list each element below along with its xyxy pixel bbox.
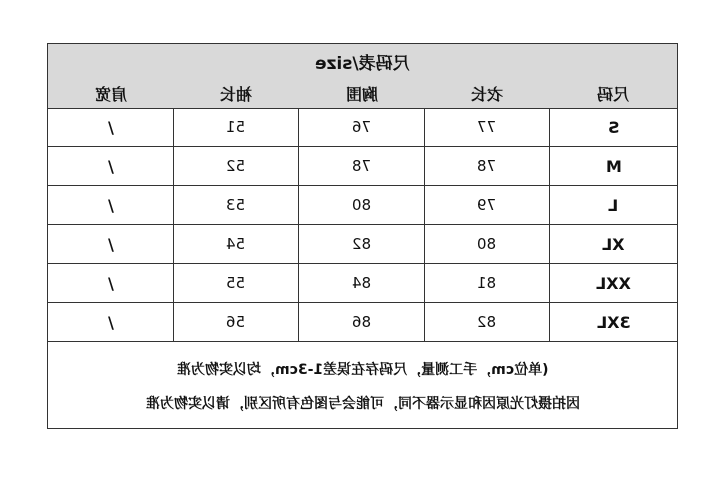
size-chart-title-row xyxy=(48,44,677,78)
table-row xyxy=(48,147,677,186)
header-length: 衣长 xyxy=(471,84,504,104)
note-line-units: (单位cm，手工测量，尺码存在误差1-3cm，均以实物为准 xyxy=(176,361,549,378)
table-row xyxy=(48,303,677,342)
table-cell: 56 xyxy=(174,303,299,341)
table-cell: 53 xyxy=(174,186,299,224)
table-cell: / xyxy=(48,186,174,224)
table-cell: 78 xyxy=(299,147,425,185)
table-cell: 78 xyxy=(425,147,550,185)
header-shoulder: 肩宽 xyxy=(94,84,127,104)
table-cell: 80 xyxy=(299,186,425,224)
table-cell: 82 xyxy=(425,303,550,341)
size-chart-title: 尺码表/size xyxy=(315,53,410,74)
header-sleeve: 袖长 xyxy=(220,84,253,104)
table-cell: / xyxy=(48,108,174,146)
table-cell: 79 xyxy=(425,186,550,224)
table-cell: 51 xyxy=(174,108,299,146)
measurement-notes xyxy=(48,343,677,428)
table-cell: 3XL xyxy=(596,312,631,332)
table-cell: 76 xyxy=(299,108,425,146)
table-header xyxy=(48,78,677,109)
table-cell: / xyxy=(48,303,174,341)
table-cell: XXL xyxy=(596,273,631,293)
table-row xyxy=(48,186,677,225)
table-cell: / xyxy=(48,225,174,263)
table-row xyxy=(48,264,677,303)
size-chart xyxy=(47,43,678,429)
table-row xyxy=(48,225,677,264)
table-cell: 52 xyxy=(174,147,299,185)
table-cell: 82 xyxy=(299,225,425,263)
table-cell: 81 xyxy=(425,264,550,302)
table-body xyxy=(48,108,677,342)
table-cell: XL xyxy=(602,234,625,254)
note-line-color: 因拍摄灯光原因和显示器不同，可能会与图色有所区别，请以实物为准 xyxy=(145,395,580,412)
table-cell: L xyxy=(608,195,619,215)
header-chest: 胸围 xyxy=(345,84,378,104)
table-cell: 77 xyxy=(425,108,550,146)
table-cell: / xyxy=(48,147,174,185)
table-row xyxy=(48,108,677,147)
table-cell: M xyxy=(605,156,622,176)
header-size: 尺码 xyxy=(597,84,630,104)
table-cell: 84 xyxy=(299,264,425,302)
table-cell: / xyxy=(48,264,174,302)
table-cell: 55 xyxy=(174,264,299,302)
table-cell: 54 xyxy=(174,225,299,263)
table-cell: 86 xyxy=(299,303,425,341)
table-cell: 80 xyxy=(425,225,550,263)
table-cell: S xyxy=(607,117,620,137)
